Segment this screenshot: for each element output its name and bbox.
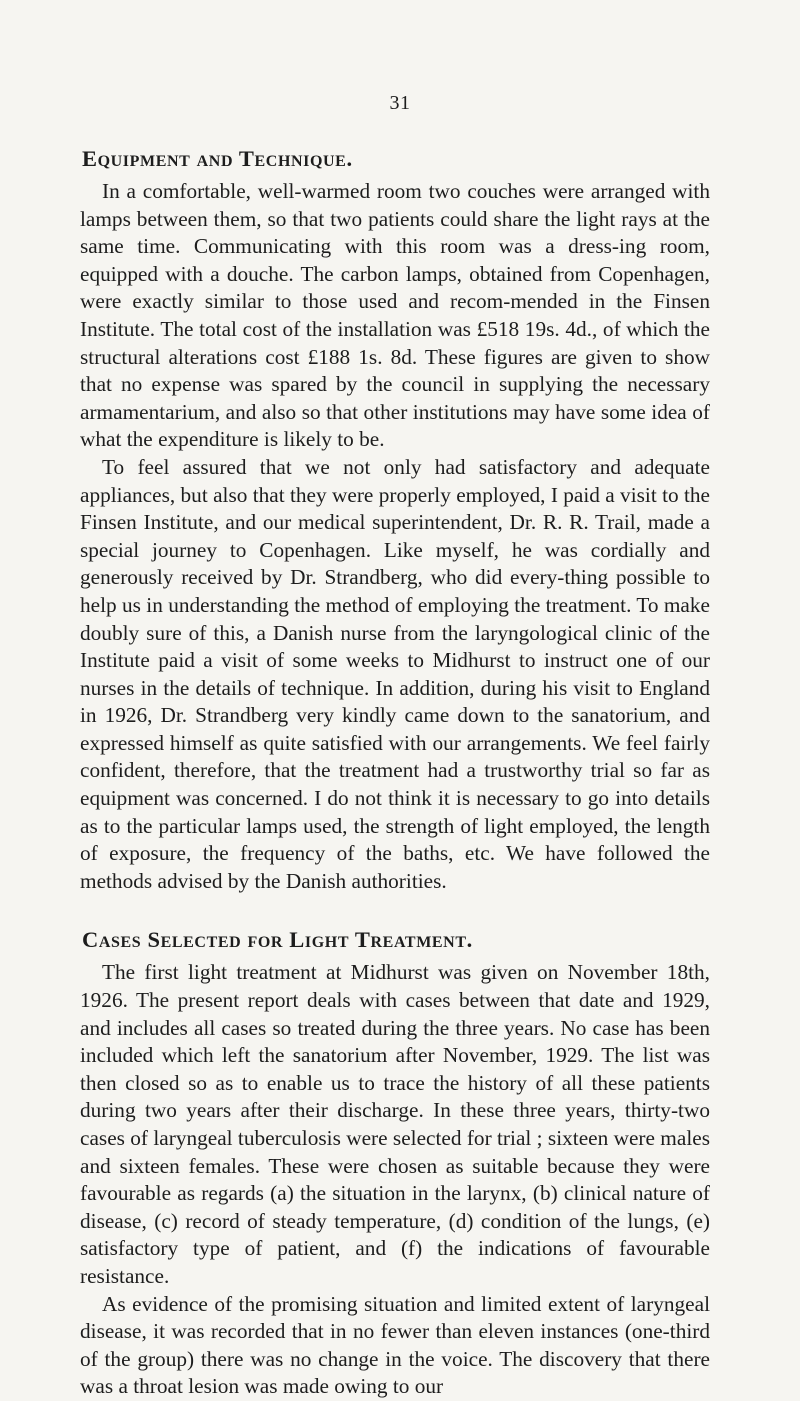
paragraph: In a comfortable, well-warmed room two couches were arranged with lamps between them, so that two patients could share the light rays at the same time. Communicating with this room was a dress-ing room, equipped with a douche. The carbon lamps, obtained from Copenhagen, were exactly similar to those used and recom-mended in the Finsen Institute. The total cost of the installation was £518 19s. 4d., of which the structural alterations cost £188 1s. 8d. These figures are given to show that no expense was spared by the council in supplying the necessary armamentarium, and also so that other institutions may have some idea of what the expenditure is likely to be. [80, 179, 710, 452]
section-heading: Equipment and Technique. [82, 146, 353, 171]
paragraph: As evidence of the promising situation and limited extent of laryngeal disease, it was recorded that in no fewer than eleven instances (one-third of the group) there was no change in the voice. The discovery that there was a throat lesion was made owing to our [80, 1291, 710, 1399]
paragraph: To feel assured that we not only had satisfactory and adequate appliances, but also that they were properly employed, I paid a visit to the Finsen Institute, and our medical superintendent, Dr. R. R. Trail, made a special journey to Copenhagen. Like myself, he was cordially and generously received by Dr. Strandberg, who did every-thing possible to help us in understanding the method of employing the treatment. To make doubly sure of this, a Danish nurse from the laryngological clinic of the Institute paid a visit of some weeks to Midhurst to instruct one of our nurses in the details of technique. In addition, during his visit to England in 1926, Dr. Strandberg very kindly came down to the sanatorium, and expressed himself as quite satisfied with our arrangements. We feel fairly confident, therefore, that the treatment had a trustworthy trial so far as equipment was concerned. I do not think it is necessary to go into details as to the particular lamps used, the strength of light employed, the length of exposure, the frequency of the baths, etc. We have followed the methods advised by the Danish authorities. [80, 454, 710, 893]
section-cases-selected [80, 925, 710, 1401]
page-body [80, 144, 710, 1401]
section-equipment-and-technique [80, 144, 710, 895]
paragraph: The first light treatment at Midhurst was given on November 18th, 1926. The present report deals with cases between that date and 1929, and includes all cases so treated during the three years. No case has been included which left the sanatorium after November, 1929. The list was then closed so as to enable us to trace the history of all these patients during two years after their discharge. In these three years, thirty-two cases of laryngeal tuberculosis were selected for trial ; sixteen were males and sixteen females. These were chosen as suitable because they were favourable as regards (a) the situation in the larynx, (b) clinical nature of disease, (c) record of steady temperature, (d) condition of the lungs, (e) satisfactory type of patient, and (f) the indications of favourable resistance. [80, 960, 710, 1288]
page-number: 31 [389, 92, 411, 114]
section-heading: Cases Selected for Light Treatment. [82, 927, 473, 953]
